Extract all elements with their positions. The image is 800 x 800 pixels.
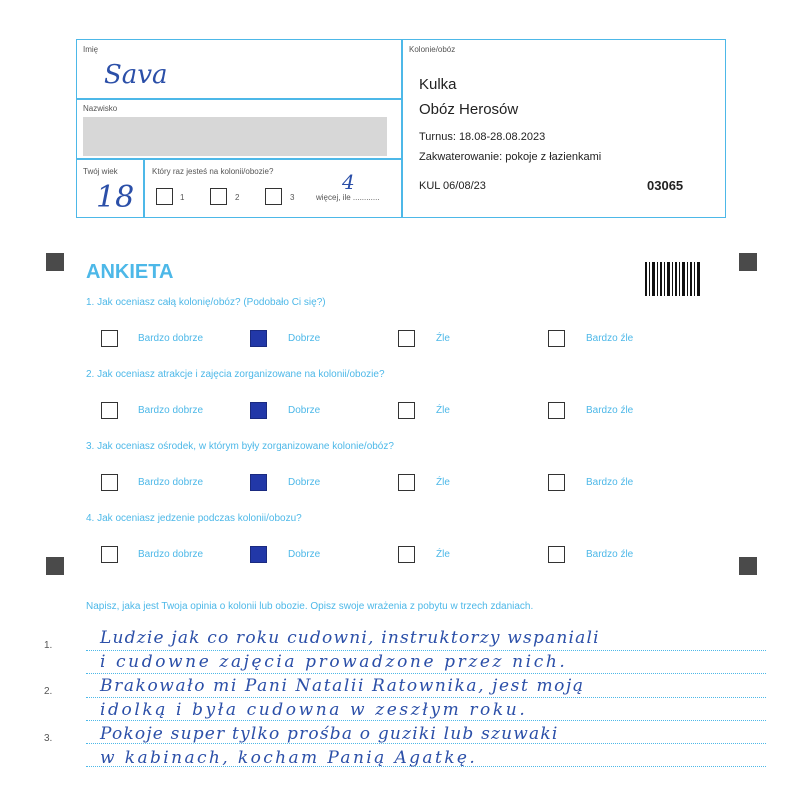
opinion-handwriting-line-1[interactable]: Ludzie jak co roku cudowni, instruktorzy wspaniali xyxy=(100,628,600,648)
opinion-handwriting-line-5[interactable]: Pokoje super tylko prośba o guziki lub szuwaki xyxy=(100,724,559,744)
question-1-option-very-bad-label: Bardzo źle xyxy=(586,333,634,344)
registration-marker-top-left xyxy=(46,253,64,271)
question-1-option-bad-checkbox[interactable] xyxy=(398,330,415,347)
question-2-option-bad-checkbox[interactable] xyxy=(398,402,415,419)
opinion-line-number-3: 3. xyxy=(44,733,53,744)
header-divider-2 xyxy=(76,158,402,160)
header-divider-1 xyxy=(76,98,402,100)
opinion-line-number-1: 1. xyxy=(44,640,53,651)
registration-marker-top-right xyxy=(739,253,757,271)
question-2-option-very-bad-checkbox[interactable] xyxy=(548,402,565,419)
question-3-option-very-good-label: Bardzo dobrze xyxy=(138,477,204,488)
question-4-option-very-good-checkbox[interactable] xyxy=(101,546,118,563)
surname-label: Nazwisko xyxy=(83,104,118,113)
camp-label: Kolonie/obóz xyxy=(409,45,456,54)
question-2-option-good-checkbox[interactable] xyxy=(250,402,267,419)
name-label: Imię xyxy=(83,45,99,54)
question-3-option-good-checkbox[interactable] xyxy=(250,474,267,491)
opinion-prompt: Napisz, jaka jest Twoja opinia o kolonii lub obozie. Opisz swoje wrażenia z pobytu w trzech zdaniach. xyxy=(86,601,534,612)
opinion-handwriting-line-6[interactable]: w kabinach, kocham Panią Agatkę. xyxy=(100,748,478,768)
question-3-option-very-bad-checkbox[interactable] xyxy=(548,474,565,491)
question-2-option-very-bad-label: Bardzo źle xyxy=(586,405,634,416)
question-3-option-very-bad-label: Bardzo źle xyxy=(586,477,634,488)
question-4-option-bad-checkbox[interactable] xyxy=(398,546,415,563)
barcode xyxy=(645,262,701,296)
question-2-option-very-good-label: Bardzo dobrze xyxy=(138,405,204,416)
question-4-text: 4. Jak oceniasz jedzenie podczas kolonii/obozu? xyxy=(86,513,302,524)
name-value[interactable]: Sava xyxy=(104,60,168,90)
question-1-option-bad-label: Źle xyxy=(436,333,450,344)
surname-redaction xyxy=(83,117,387,156)
question-2-text: 2. Jak oceniasz atrakcje i zajęcia zorganizowane na kolonii/obozie? xyxy=(86,369,385,380)
question-4-option-bad-label: Źle xyxy=(436,549,450,560)
registration-marker-bottom-right xyxy=(739,557,757,575)
header-divider-age xyxy=(143,158,145,218)
times-option-2-checkbox[interactable] xyxy=(210,188,227,205)
times-option-3-checkbox[interactable] xyxy=(265,188,282,205)
times-label: Który raz jesteś na kolonii/obozie? xyxy=(152,167,274,176)
opinion-dotted-line-1b xyxy=(86,673,766,674)
camp-accommodation: Zakwaterowanie: pokoje z łazienkami xyxy=(419,151,602,163)
question-3-option-bad-checkbox[interactable] xyxy=(398,474,415,491)
question-2-option-very-good-checkbox[interactable] xyxy=(101,402,118,419)
times-more-value[interactable]: 4 xyxy=(342,170,355,194)
camp-turnus: Turnus: 18.08-28.08.2023 xyxy=(419,131,546,143)
times-more-label: więcej, ile ............ xyxy=(316,193,380,202)
survey-title: ANKIETA xyxy=(86,261,174,283)
opinion-dotted-line-2a xyxy=(86,697,766,698)
camp-org: Kulka xyxy=(419,76,457,93)
question-1-option-very-good-label: Bardzo dobrze xyxy=(138,333,204,344)
opinion-handwriting-line-2[interactable]: i cudowne zajęcia prowadzone przez nich. xyxy=(100,652,568,672)
question-1-option-very-bad-checkbox[interactable] xyxy=(548,330,565,347)
question-2-option-bad-label: Źle xyxy=(436,405,450,416)
camp-code: KUL 06/08/23 xyxy=(419,180,486,192)
question-4-option-very-bad-label: Bardzo źle xyxy=(586,549,634,560)
camp-name: Obóz Herosów xyxy=(419,101,519,118)
question-4-option-very-bad-checkbox[interactable] xyxy=(548,546,565,563)
opinion-handwriting-line-4[interactable]: idolką i była cudowna w zeszłym roku. xyxy=(100,700,528,720)
question-4-option-very-good-label: Bardzo dobrze xyxy=(138,549,204,560)
question-1-option-good-label: Dobrze xyxy=(288,333,321,344)
opinion-dotted-line-1a xyxy=(86,650,766,651)
question-3-option-good-label: Dobrze xyxy=(288,477,321,488)
times-option-2-label: 2 xyxy=(235,193,240,202)
question-3-option-very-good-checkbox[interactable] xyxy=(101,474,118,491)
question-1-option-very-good-checkbox[interactable] xyxy=(101,330,118,347)
header-divider-vertical xyxy=(401,39,403,218)
opinion-dotted-line-2b xyxy=(86,720,766,721)
opinion-handwriting-line-3[interactable]: Brakowało mi Pani Natalii Ratownika, jest moją xyxy=(100,676,585,696)
age-value[interactable]: 18 xyxy=(96,180,135,215)
question-4-option-good-checkbox[interactable] xyxy=(250,546,267,563)
camp-number: 03065 xyxy=(647,178,684,193)
registration-marker-bottom-left xyxy=(46,557,64,575)
times-option-1-label: 1 xyxy=(180,193,185,202)
question-4-option-good-label: Dobrze xyxy=(288,549,321,560)
question-1-text: 1. Jak oceniasz całą kolonię/obóz? (Podobało Ci się?) xyxy=(86,297,326,308)
question-1-option-good-checkbox[interactable] xyxy=(250,330,267,347)
opinion-line-number-2: 2. xyxy=(44,686,53,697)
age-label: Twój wiek xyxy=(83,167,118,176)
question-3-text: 3. Jak oceniasz ośrodek, w którym były zorganizowane kolonie/obóz? xyxy=(86,441,394,452)
times-option-3-label: 3 xyxy=(290,193,295,202)
times-option-1-checkbox[interactable] xyxy=(156,188,173,205)
question-2-option-good-label: Dobrze xyxy=(288,405,321,416)
question-3-option-bad-label: Źle xyxy=(436,477,450,488)
